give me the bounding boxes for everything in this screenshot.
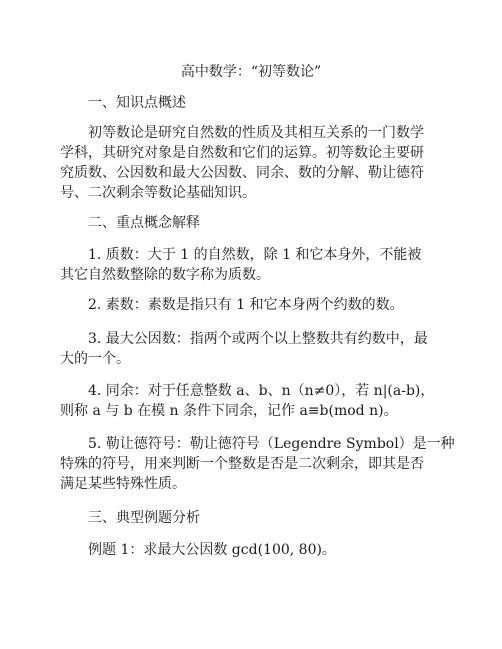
paragraph-line: 初等数论是研究自然数的性质及其相互关系的一门数学 [88,125,424,141]
concept-item-legendre-cont: 满足某些特殊性质。 [60,476,186,492]
paragraph-line: 号、二次剩余等数论基础知识。 [60,185,256,201]
concept-item-gcd-cont: 大的一个。 [60,351,130,367]
concept-item-congruence-cont: 则称 a 与 b 在模 n 条件下同余，记作 a≡b(mod n)。 [60,403,398,419]
section-heading-overview: 一、知识点概述 [88,95,186,111]
paragraph-line: 究质数、公因数和最大公因数、同余、数的分解、勒让德符 [60,165,424,181]
concept-item-gcd: 3. 最大公因数：指两个或两个以上整数共有约数中，最 [88,331,428,347]
section-heading-concepts: 二、重点概念解释 [88,215,200,231]
example-line: 例题 1：求最大公因数 gcd(100, 80)。 [88,542,336,558]
paragraph-line: 学科，其研究对象是自然数和它们的运算。初等数论主要研 [60,145,424,161]
concept-item-congruence: 4. 同余：对于任意整数 a、b、n（n≠0），若 n|(a-b)， [88,383,435,399]
concept-item-prime-number: 2. 素数：素数是指只有 1 和它本身两个约数的数。 [88,297,404,313]
section-heading-examples: 三、典型例题分析 [88,510,200,526]
document-title: 高中数学：“初等数论” [180,64,322,80]
concept-item-legendre: 5. 勒让德符号：勒让德符号（Legendre Symbol）是一种 [88,436,455,452]
concept-item-prime: 1. 质数：大于 1 的自然数，除 1 和它本身外，不能被 [88,247,422,263]
concept-item-prime-cont: 其它自然数整除的数字称为质数。 [60,267,270,283]
concept-item-legendre-cont: 特殊的符号，用来判断一个整数是否是二次剩余，即其是否 [60,456,424,472]
